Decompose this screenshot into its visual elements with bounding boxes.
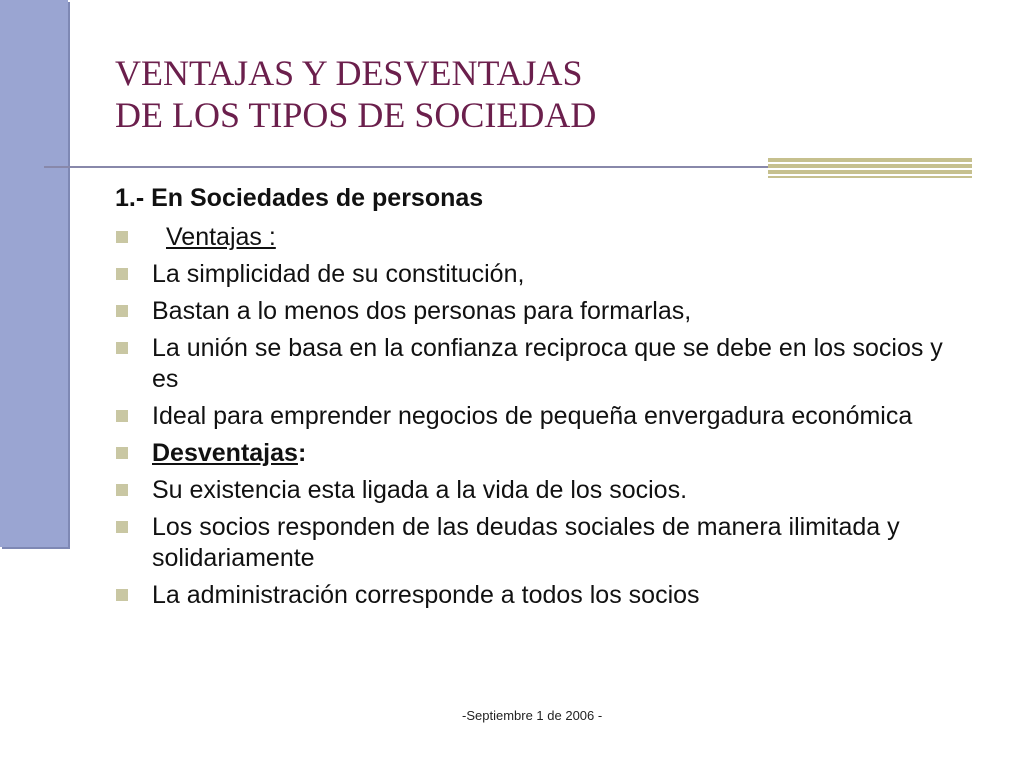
- title-line-2: DE LOS TIPOS DE SOCIEDAD: [115, 95, 597, 135]
- square-bullet-icon: [116, 342, 128, 354]
- list-item: [110, 333, 970, 395]
- square-bullet-icon: [116, 521, 128, 533]
- desventajas-colon: :: [297, 439, 307, 467]
- ventajas-label: Ventajas :: [166, 223, 276, 251]
- list-item: [110, 475, 970, 506]
- ventaja-text: La simplicidad de su constitución,: [152, 260, 525, 288]
- side-accent-bar: [0, 0, 68, 547]
- square-bullet-icon: [116, 589, 128, 601]
- square-bullet-icon: [116, 268, 128, 280]
- square-bullet-icon: [116, 231, 128, 243]
- list-item: [110, 580, 970, 611]
- square-bullet-icon: [116, 305, 128, 317]
- list-item-desventajas-label: [110, 438, 970, 469]
- ventaja-text: Bastan a lo menos dos personas para formarlas,: [152, 297, 692, 325]
- list-item: [110, 512, 970, 574]
- desventaja-text: Su existencia esta ligada a la vida de los socios.: [152, 476, 688, 504]
- title-divider-line: [44, 166, 768, 168]
- slide-title: [115, 52, 596, 136]
- square-bullet-icon: [116, 447, 128, 459]
- slide-footer-date: -Septiembre 1 de 2006 -: [462, 708, 603, 723]
- square-bullet-icon: [116, 484, 128, 496]
- ventaja-text: La unión se basa en la confianza reciproca que se debe en los socios y es: [152, 334, 943, 393]
- list-item: [110, 296, 970, 327]
- list-item: [110, 259, 970, 290]
- desventaja-text: La administración corresponde a todos los socios: [152, 581, 700, 609]
- square-bullet-icon: [116, 410, 128, 422]
- title-line-1: VENTAJAS Y DESVENTAJAS: [115, 53, 583, 93]
- section-heading: 1.- En Sociedades de personas: [115, 184, 484, 212]
- desventaja-text: Los socios responden de las deudas sociales de manera ilimitada y solidariamente: [152, 513, 900, 572]
- title-divider-accent: [768, 158, 972, 178]
- ventaja-text: Ideal para emprender negocios de pequeña envergadura económica: [152, 402, 913, 430]
- list-item: [110, 401, 970, 432]
- bullet-list: [110, 222, 970, 617]
- desventajas-label: Desventajas: [152, 439, 298, 467]
- list-item-ventajas-label: [110, 222, 970, 253]
